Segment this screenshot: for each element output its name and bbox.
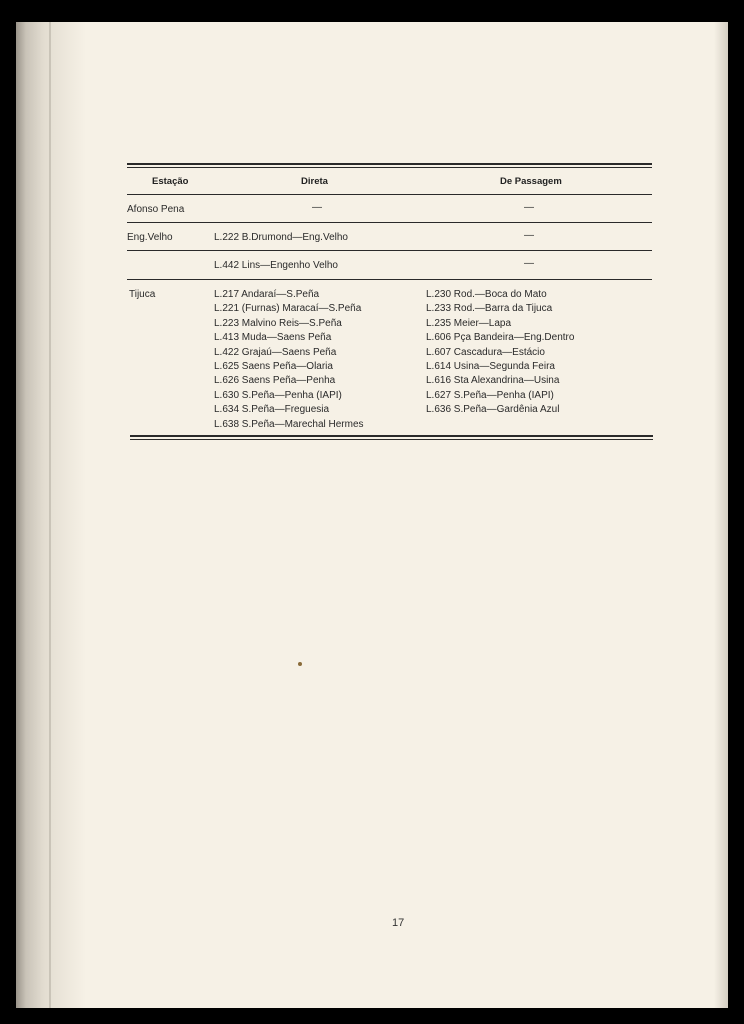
row-afonso-pena-direct: — — [312, 202, 322, 213]
book-page — [16, 22, 728, 1008]
list-item: L.413 Muda—Saens Peña — [214, 332, 332, 344]
list-item: L.625 Saens Peña—Olaria — [214, 360, 333, 372]
row-eng-velho-direct: L.222 B.Drumond—Eng.Velho — [214, 232, 348, 243]
list-item: L.607 Cascadura—Estácio — [426, 346, 545, 358]
row-afonso-pena-passing: — — [524, 202, 534, 213]
list-item: L.627 S.Peña—Penha (IAPI) — [426, 389, 554, 401]
row-lins-direct: L.442 Lins—Engenho Velho — [214, 260, 338, 271]
table-bottom-rule — [130, 435, 653, 437]
row-rule — [127, 222, 652, 223]
list-item: L.235 Meier—Lapa — [426, 317, 512, 329]
table-top-rule-thin — [127, 167, 652, 168]
page-speck — [298, 662, 302, 666]
list-item: L.616 Sta Alexandrina—Usina — [426, 375, 560, 387]
list-item: L.614 Usina—Segunda Feira — [426, 360, 555, 372]
row-rule — [127, 250, 652, 251]
list-item: L.638 S.Peña—Marechal Hermes — [214, 418, 364, 430]
tijuca-passing-list — [426, 288, 574, 418]
page-gutter — [49, 22, 51, 1008]
row-eng-velho-passing: — — [524, 230, 534, 241]
header-passing: De Passagem — [500, 176, 562, 187]
list-item: L.636 S.Peña—Gardênia Azul — [426, 404, 560, 416]
row-afonso-pena-station: Afonso Pena — [127, 204, 185, 215]
header-direct: Direta — [301, 176, 328, 187]
row-eng-velho-station: Eng.Velho — [127, 232, 173, 243]
row-lins-passing: — — [524, 258, 534, 269]
list-item: L.626 Saens Peña—Penha — [214, 375, 336, 387]
row-tijuca-station: Tijuca — [129, 289, 156, 300]
table-bottom-rule-thin — [130, 439, 653, 440]
list-item: L.606 Pça Bandeira—Eng.Dentro — [426, 332, 575, 344]
page-number: 17 — [392, 917, 405, 929]
list-item: L.233 Rod.—Barra da Tijuca — [426, 303, 553, 315]
tijuca-direct-list — [214, 288, 364, 432]
list-item: L.422 Grajaú—Saens Peña — [214, 346, 337, 358]
list-item: L.634 S.Peña—Freguesia — [214, 404, 330, 416]
list-item: L.221 (Furnas) Maracaí—S.Peña — [214, 303, 362, 315]
table-top-rule — [127, 163, 652, 165]
list-item: L.630 S.Peña—Penha (IAPI) — [214, 389, 342, 401]
list-item: L.230 Rod.—Boca do Mato — [426, 289, 547, 300]
list-item: L.217 Andaraí—S.Peña — [214, 289, 320, 300]
header-station: Estação — [152, 176, 189, 187]
header-rule — [127, 194, 652, 195]
row-rule — [127, 279, 652, 280]
list-item: L.223 Malvino Reis—S.Peña — [214, 317, 342, 329]
